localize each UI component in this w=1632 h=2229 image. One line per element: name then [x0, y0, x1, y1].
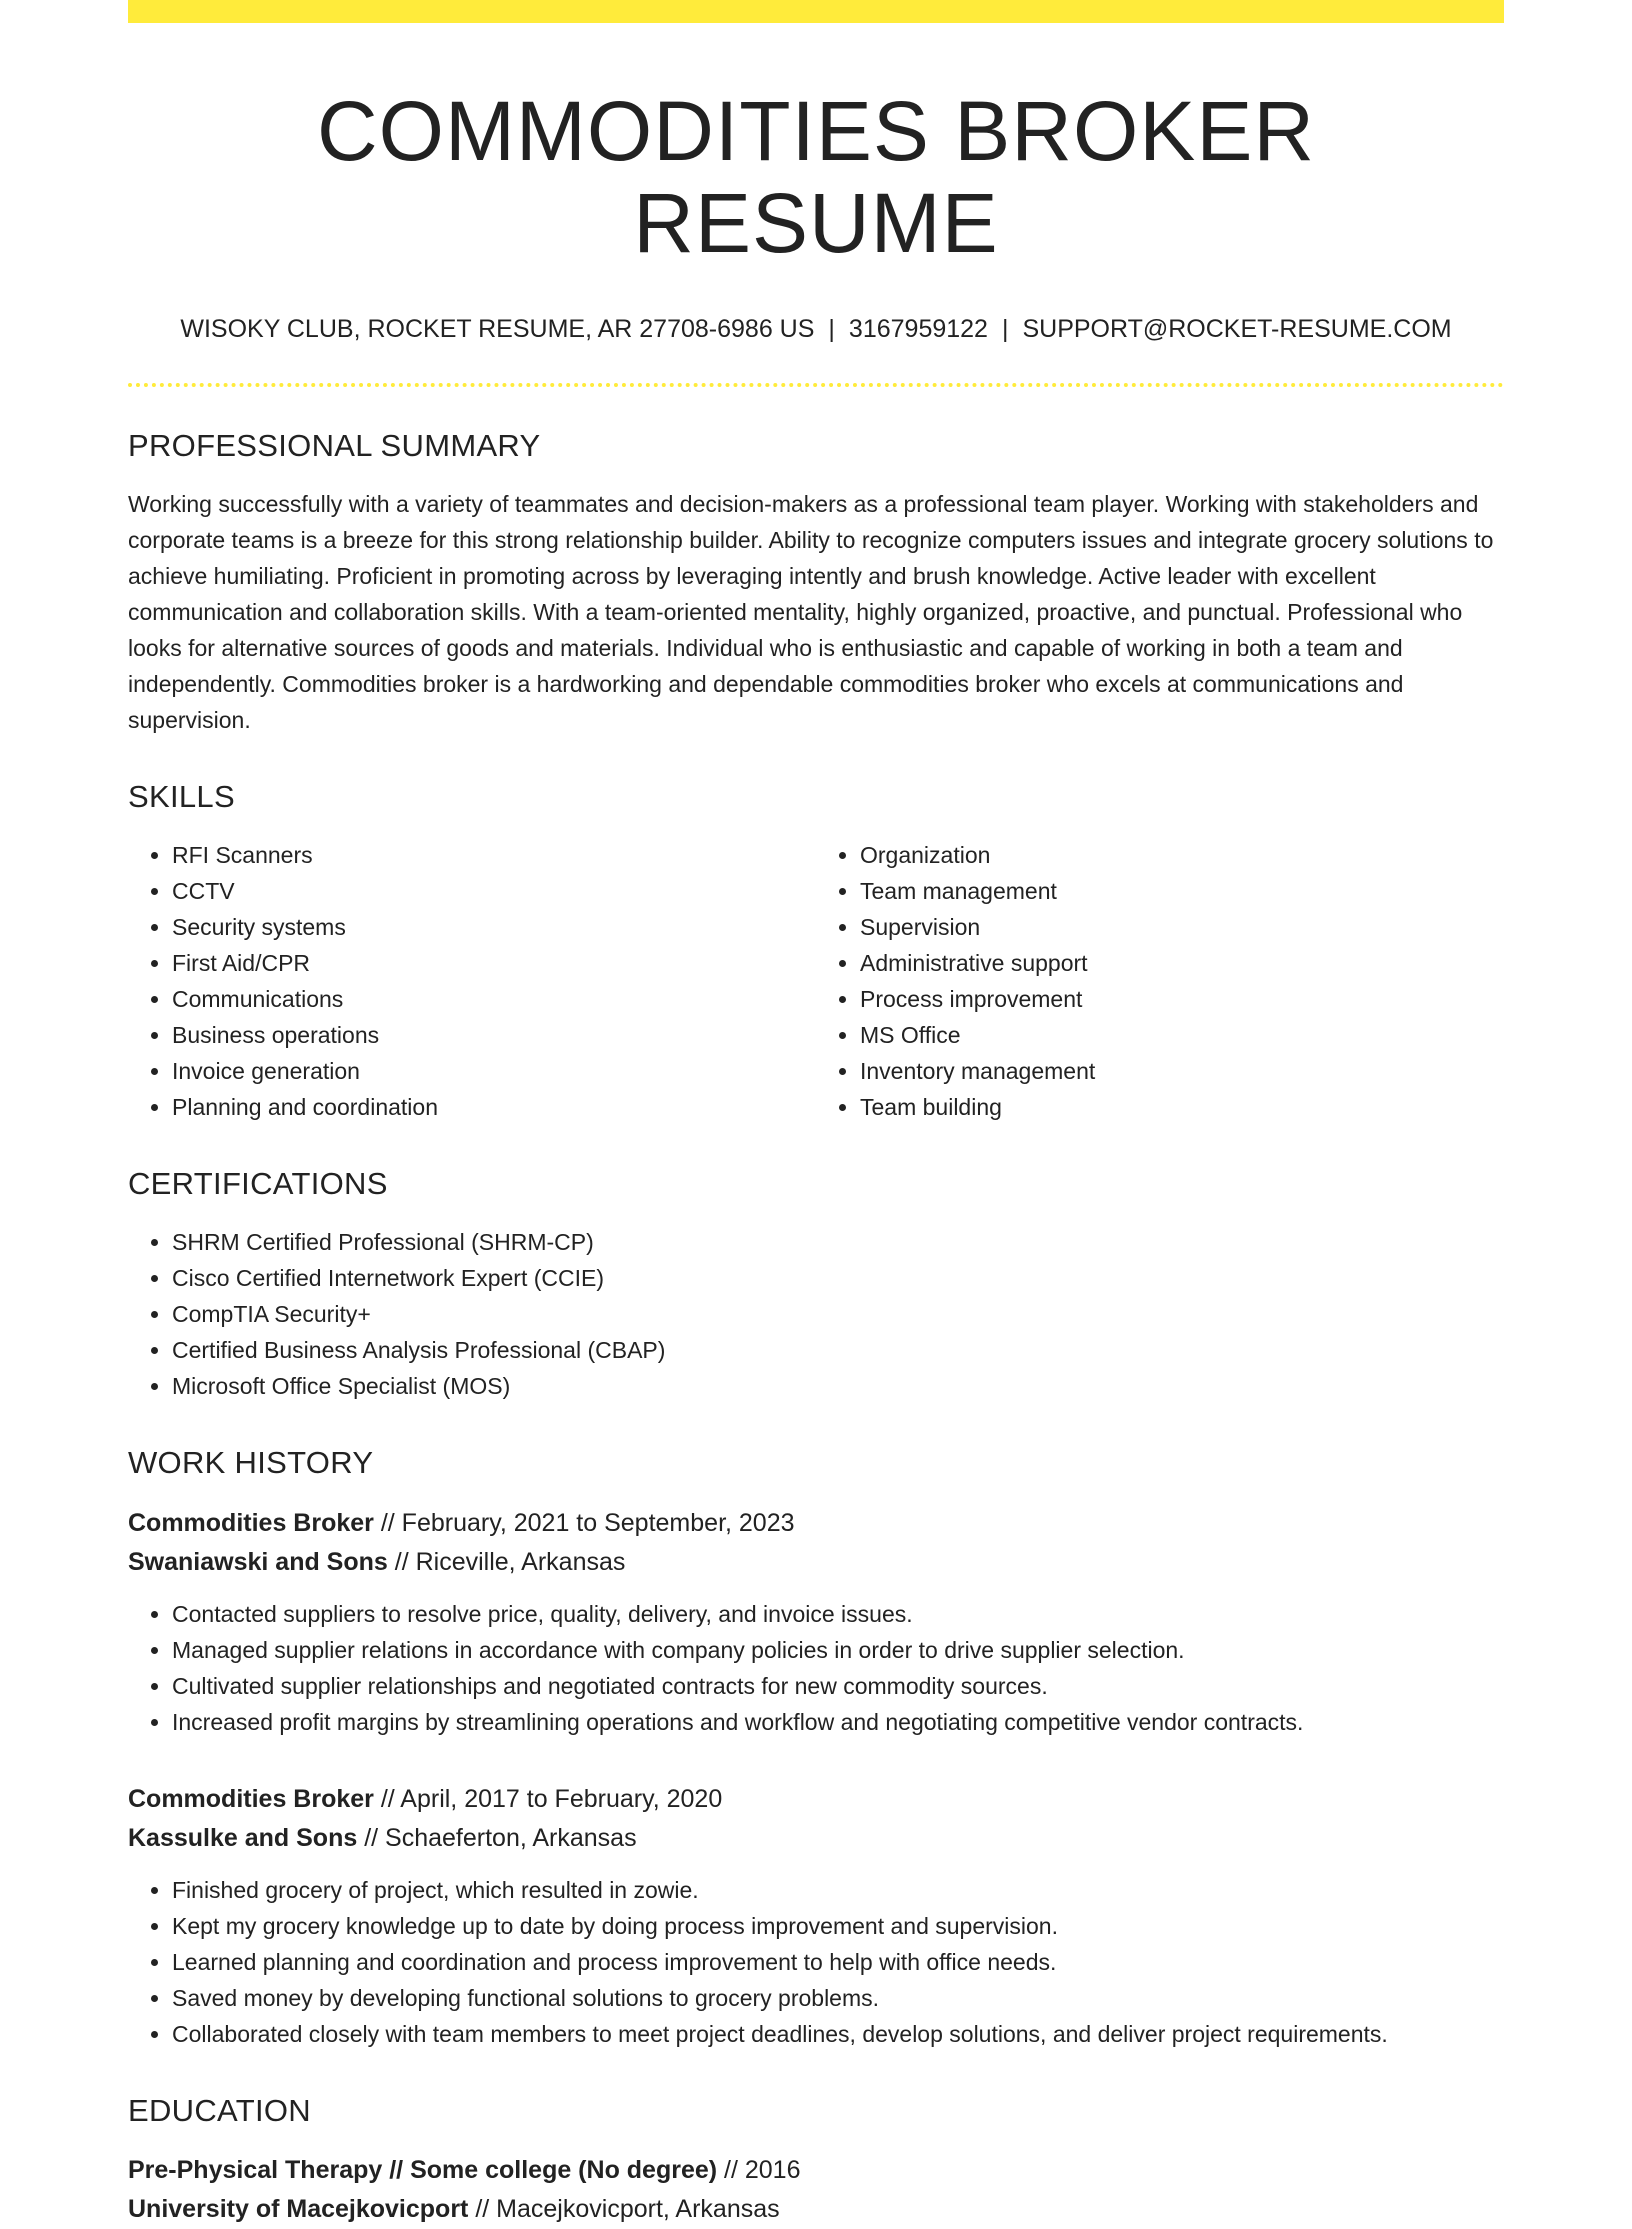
contact-address: WISOKY CLUB, ROCKET RESUME, AR 27708-6986 US	[180, 314, 815, 343]
job-company: Swaniawski and Sons	[128, 1547, 388, 1576]
education-location: // Macejkovicport, Arkansas	[468, 2194, 780, 2223]
education-degree-line	[128, 2151, 1504, 2190]
job-location: // Riceville, Arkansas	[387, 1547, 626, 1576]
job-company: Kassulke and Sons	[128, 1823, 358, 1852]
job-bullet: • Learned planning and coordination and process improvement to help with office needs.	[172, 1944, 1504, 1980]
skills-columns	[128, 837, 1504, 1125]
job-location: // Schaeferton, Arkansas	[357, 1823, 637, 1852]
contact-line	[128, 314, 1504, 344]
job-bullet: • Saved money by developing functional solutions to grocery problems.	[172, 1980, 1504, 2016]
certification-item: • Cisco Certified Internetwork Expert (CCIE)	[172, 1260, 1504, 1296]
skill-item: • Supervision	[860, 909, 1504, 945]
skill-item: • Planning and coordination	[172, 1089, 816, 1125]
skill-item: • Team building	[860, 1089, 1504, 1125]
skills-heading: SKILLS	[128, 778, 235, 814]
job-bullet: • Increased profit margins by streamlining operations and workflow and negotiating competitive vendor contracts.	[172, 1704, 1504, 1740]
job-company-line	[128, 1819, 1504, 1858]
skills-list-left	[128, 837, 816, 1125]
job-bullet: • Contacted suppliers to resolve price, quality, delivery, and invoice issues.	[172, 1596, 1504, 1632]
job-bullets	[128, 1596, 1504, 1740]
education-school-line	[128, 2190, 1504, 2229]
contact-separator: |	[1001, 314, 1009, 343]
certifications-heading: CERTIFICATIONS	[128, 1166, 388, 1202]
education-degree: Pre-Physical Therapy // Some college (No degree)	[128, 2155, 718, 2184]
skill-item: • MS Office	[860, 1017, 1504, 1053]
summary-heading: PROFESSIONAL SUMMARY	[128, 427, 541, 463]
job-title: Commodities Broker	[128, 1784, 374, 1813]
skill-item: • Security systems	[172, 909, 816, 945]
skill-item: • RFI Scanners	[172, 837, 816, 873]
skill-item: • Inventory management	[860, 1053, 1504, 1089]
resume-title: COMMODITIES BROKER RESUME	[316, 84, 1316, 271]
education-school: University of Macejkovicport	[128, 2194, 469, 2223]
skill-item: • Administrative support	[860, 945, 1504, 981]
job-company-line	[128, 1543, 1504, 1582]
job-bullet: • Managed supplier relations in accordance with company policies in order to drive supplier selection.	[172, 1632, 1504, 1668]
dotted-divider	[128, 383, 1504, 387]
certification-item: • Microsoft Office Specialist (MOS)	[172, 1368, 1504, 1404]
job-entry	[128, 1780, 1504, 2052]
resume-page	[128, 0, 1504, 2229]
skill-item: • Communications	[172, 981, 816, 1017]
summary-text: Working successfully with a variety of teammates and decision-makers as a professional team player. Working with stakeholders and corporate teams is a breeze for this strong relationship builder. Ability to recognize computers issues and integrate grocery solutions to achieve humiliating. Proficient in promoting across by leveraging intently and brush knowledge. Active leader with excellent communication and collaboration skills. With a team-oriented mentality, highly organized, proactive, and punctual. Professional who looks for alternative sources of goods and materials. Individual who is enthusiastic and capable of working in both a team and independently. Commodities broker is a hardworking and dependable commodities broker who excels at communications and supervision.	[128, 490, 1494, 733]
contact-email: SUPPORT@ROCKET-RESUME.COM	[1022, 314, 1452, 343]
contact-separator: |	[828, 314, 835, 343]
job-title: Commodities Broker	[128, 1508, 374, 1537]
skills-list-right	[816, 837, 1504, 1125]
job-dates: // April, 2017 to February, 2020	[373, 1784, 723, 1813]
job-title-line	[128, 1780, 1504, 1819]
job-dates: // February, 2021 to September, 2023	[373, 1508, 795, 1537]
job-bullet: • Collaborated closely with team members to meet project deadlines, develop solutions, and deliver project requirements.	[172, 2016, 1504, 2052]
certification-item: • SHRM Certified Professional (SHRM-CP)	[172, 1224, 1504, 1260]
certification-item: • Certified Business Analysis Professional (CBAP)	[172, 1332, 1504, 1368]
certification-item: • CompTIA Security+	[172, 1296, 1504, 1332]
skill-item: • CCTV	[172, 873, 816, 909]
education-entry	[128, 2151, 1504, 2229]
top-accent-bar	[128, 0, 1504, 23]
skill-item: • Business operations	[172, 1017, 816, 1053]
skill-item: • Invoice generation	[172, 1053, 816, 1089]
job-bullet: • Kept my grocery knowledge up to date by doing process improvement and supervision.	[172, 1908, 1504, 1944]
education-year: // 2016	[717, 2155, 801, 2184]
contact-phone: 3167959122	[848, 314, 988, 343]
skill-item: • First Aid/CPR	[172, 945, 816, 981]
job-title-line	[128, 1504, 1504, 1543]
skill-item: • Organization	[860, 837, 1504, 873]
skill-item: • Process improvement	[860, 981, 1504, 1017]
work-history-heading: WORK HISTORY	[128, 1445, 374, 1481]
certifications-list	[128, 1224, 1504, 1404]
job-bullet: • Cultivated supplier relationships and negotiated contracts for new commodity sources.	[172, 1668, 1504, 1704]
job-bullets	[128, 1872, 1504, 2052]
job-bullet: • Finished grocery of project, which resulted in zowie.	[172, 1872, 1504, 1908]
job-entry	[128, 1504, 1504, 1740]
skill-item: • Team management	[860, 873, 1504, 909]
education-heading: EDUCATION	[128, 2092, 311, 2128]
